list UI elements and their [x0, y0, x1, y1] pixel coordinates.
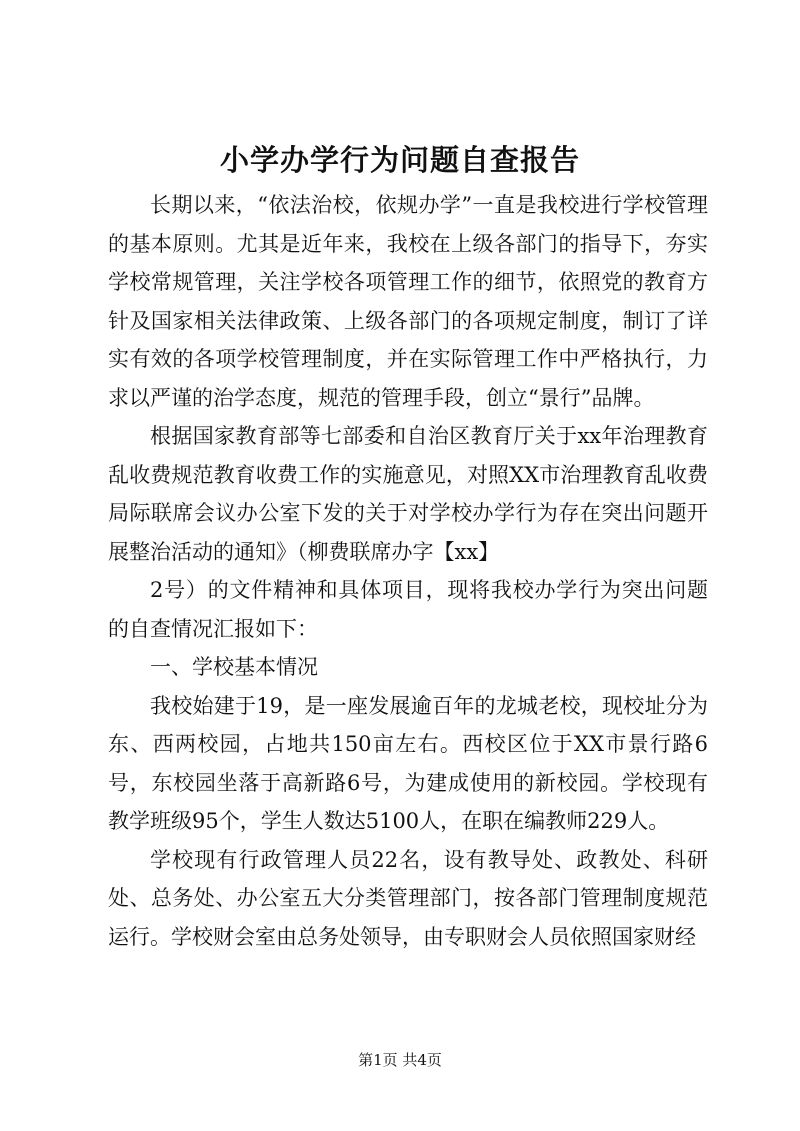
paragraph-administration: 学校现有行政管理人员22名，设有教导处、政教处、科研处、总务处、办公室五大分类管理部门，按各部门管理制度规范运行。学校财会室由总务处领导，由专职财会人员依照国家财经 [108, 847, 708, 949]
paragraph-school-overview: 我校始建于19，是一座发展逾百年的龙城老校，现校址分为东、西两校园，占地共150亩左右。西校区位于XX市景行路6号，东校园坐落于高新路6号，为建成使用的新校园。学校现有教学班级95个，学生人数达5100人，在职在编教师229人。 [108, 693, 708, 833]
paragraph-report-intro: 2号）的文件精神和具体项目，现将我校办学行为突出问题的自查情况汇报如下： [108, 578, 708, 641]
document-body [108, 186, 708, 956]
section-heading-basic-info: 一、学校基本情况 [150, 655, 318, 679]
paragraph-basis: 根据国家教育部等七部委和自治区教育厅关于xx年治理教育乱收费规范教育收费工作的实施意见，对照XX市治理教育乱收费局际联席会议办公室下发的关于对学校办学行为存在突出问题开展整治活动的通知》（柳费联席办字【xx】 [108, 424, 708, 564]
paragraph-intro: 长期以来，“依法治校，依规办学”一直是我校进行学校管理的基本原则。尤其是近年来，我校在上级各部门的指导下，夯实学校常规管理，关注学校各项管理工作的细节，依照党的教育方针及国家相关法律政策、上级各部门的各项规定制度，制订了详实有效的各项学校管理制度，并在实际管理工作中严格执行，力求以严谨的治学态度，规范的管理手段，创立“景行”品牌。 [108, 193, 708, 410]
document-title: 小学办学行为问题自查报告 [219, 143, 580, 177]
page-number-footer: 第1页 共4页 [358, 1051, 442, 1069]
